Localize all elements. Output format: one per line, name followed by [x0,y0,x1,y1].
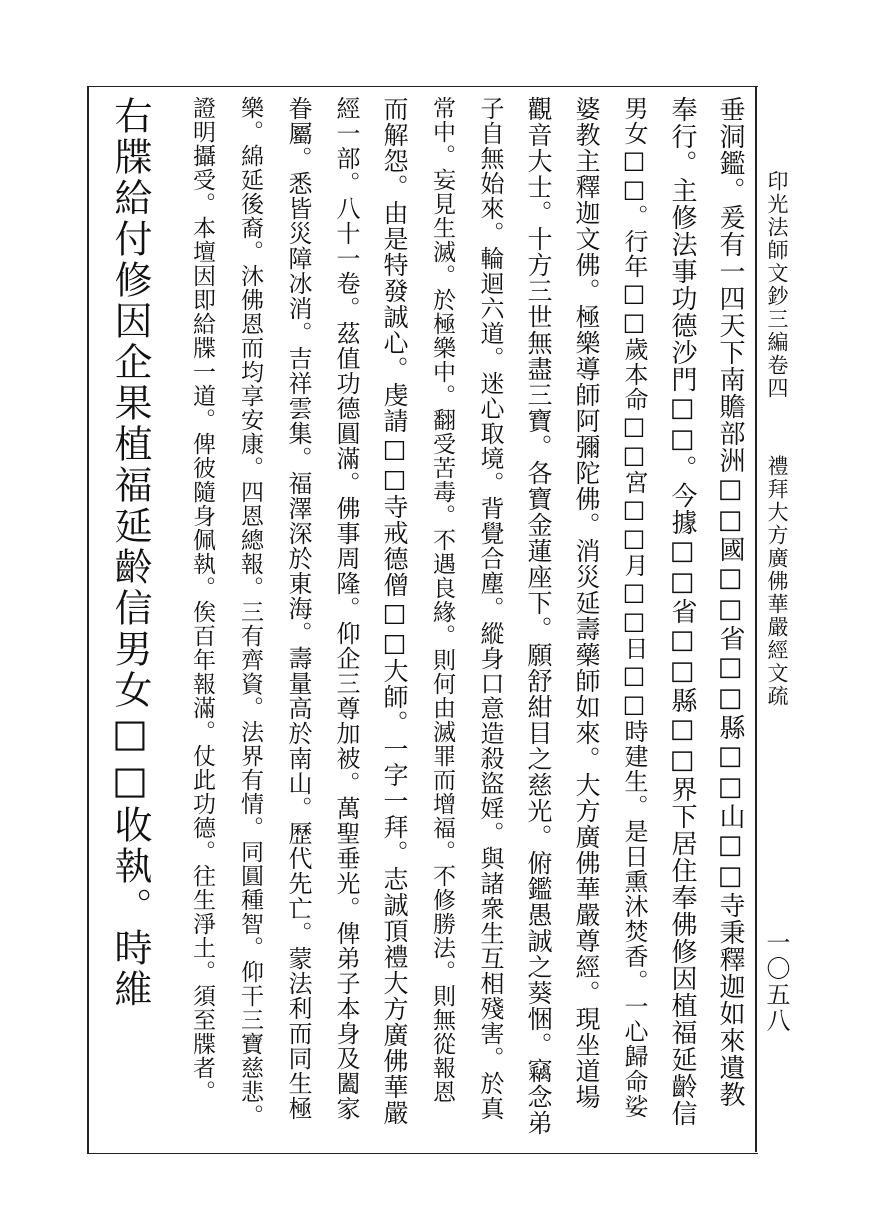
text-column: 常中。妄見生滅。於極樂中。翻受苦毒。不遇良緣。則何由滅罪而增福。不修勝法。則無從報恩 [429,96,455,1104]
text-column: 而解怨。由是特發誠心。虔請□□寺戒德僧□□大師。一字一拜。志誠頂禮大方廣佛華嚴 [380,96,409,1126]
page-number: 一〇五八 [762,930,790,1034]
text-column: 觀音大士。十方三世無盡三寶。各寶金蓮座下。願舒紺目之慈光。俯鑑愚誠之葵悃。竊念弟 [524,96,553,1136]
text-column: 垂洞鑑。爰有一四天下南贍部洲□□國□□省□□縣□□山□□寺秉釋迦如來遺教 [715,96,745,1108]
book-title: 印光法師文鈔三編卷四 [765,170,789,400]
text-column: 奉行。主修法事功德沙門□□。今據□□省□□縣□□界下居住奉佛修因植福延齡信 [667,96,697,1127]
text-column: 經一部。八十一卷。茲值功德圓滿。佛事周隆。仰企三尊加被。萬聖垂光。俾弟子本身及闔家 [332,96,360,1121]
text-column: 婆教主釋迦文佛。極樂導師阿彌陀佛。消災延壽藥師如來。大方廣佛華嚴尊經。現坐道場 [572,96,601,1110]
margin-rule [755,86,757,1152]
section-title: 禮拜大方廣佛華嚴經文疏 [765,455,789,708]
text-column: 樂。綿延後裔。沐佛恩而均享安康。四恩總報。三有齊資。法界有情。同圓種智。仰干三寶慈悲。 [237,96,263,1128]
text-column: 證明攝受。本壇因即給牒一道。俾彼隨身佩執。俟百年報滿。仗此功德。往生淨土。須至牒者。 [189,96,215,1104]
text-column: 眷屬。悉皆災障冰消。吉祥雲集。福澤深於東海。壽量高於南山。歷代先亡。蒙法利而同生極 [284,96,312,1121]
text-column: 男女□□。行年□□歲本命□□宮□□月□□日□□時建生。是日熏沐焚香。一心歸命娑 [620,96,648,1119]
text-column: 子自無始來。輪迴六道。迷心取境。背覺合塵。縱身口意造殺盜婬。與諸衆生互相殘害。於真 [476,96,504,1121]
text-column: 右牒給付修因企果植福延齡信男女□□收執。時維 [108,96,152,1010]
